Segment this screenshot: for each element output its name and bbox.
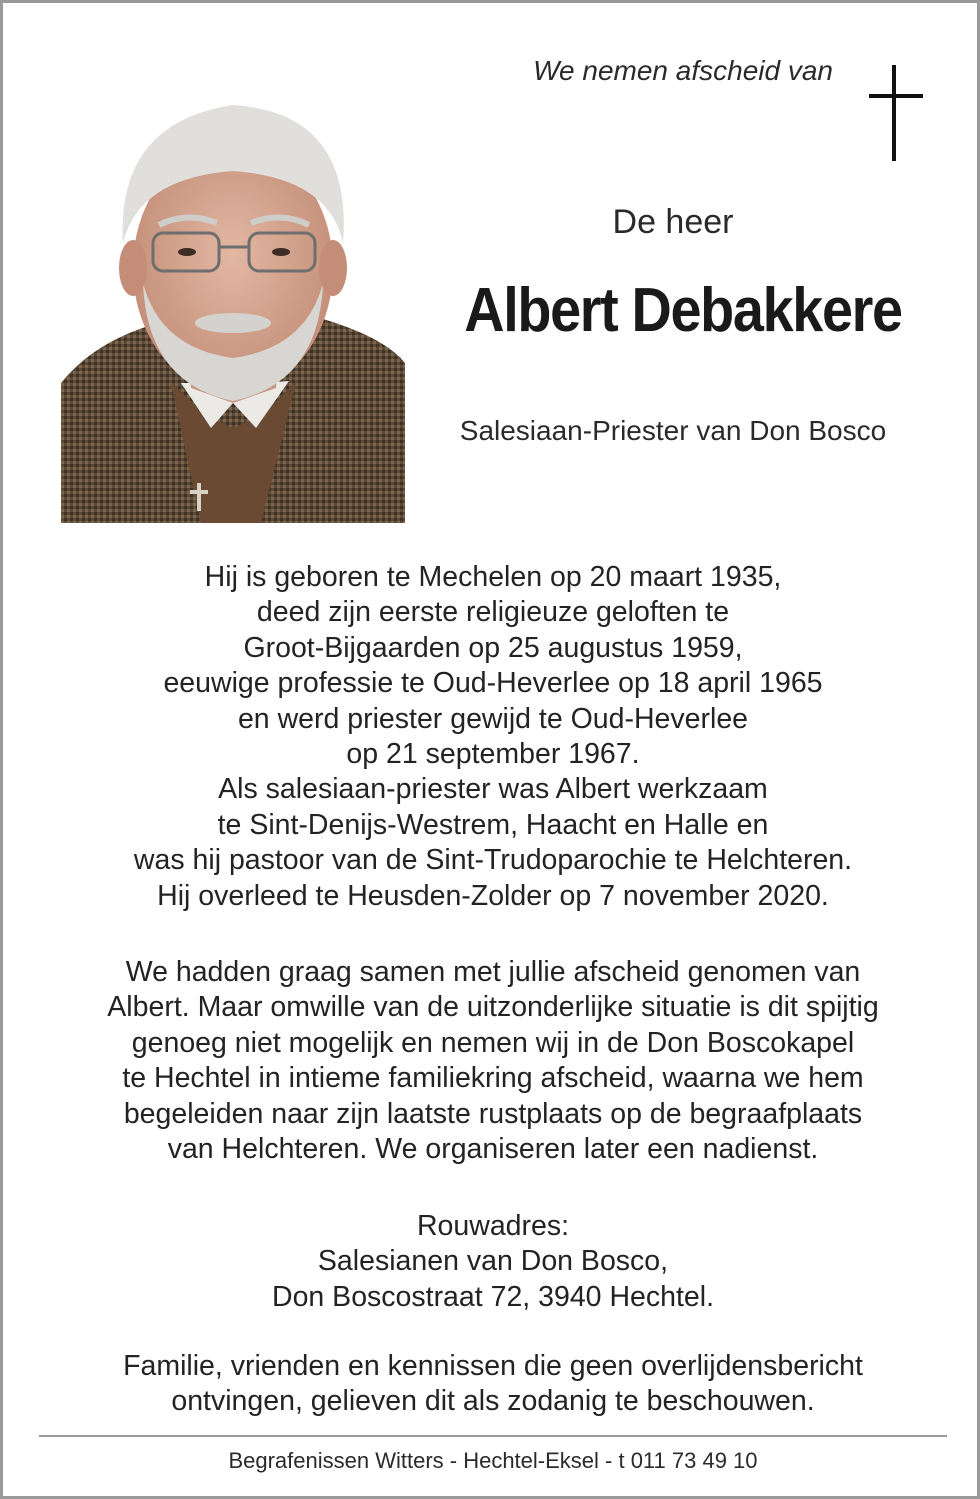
footer-funeral-home: Begrafenissen Witters - Hechtel-Eksel - t 011 73 49 10: [228, 1448, 758, 1473]
bio-line: eeuwige professie te Oud-Heverlee op 18 april 1965: [163, 667, 823, 700]
farewell-paragraph: [43, 955, 943, 1167]
notice-paragraph: [43, 1349, 943, 1420]
farewell-line: van Helchteren. We organiseren later een nadienst.: [167, 1133, 819, 1166]
bio-line: Groot-Bijgaarden op 25 augustus 1959,: [243, 631, 743, 664]
portrait-photo: [61, 83, 405, 523]
farewell-line: We hadden graag samen met jullie afscheid genomen van: [125, 956, 861, 988]
mourning-address: [43, 1209, 943, 1315]
bio-line: deed zijn eerste religieuze geloften te: [256, 596, 730, 629]
bio-line: te Sint-Denijs-Westrem, Haacht en Halle en: [217, 808, 769, 841]
bio-line: Hij is geboren te Mechelen op 20 maart 1935,: [204, 561, 782, 593]
deceased-name: Albert Debakkere: [464, 276, 902, 345]
salutation: De heer: [612, 203, 734, 241]
biography: [43, 560, 943, 914]
farewell-line: genoeg niet mogelijk en nemen wij in de Don Boscokapel: [131, 1026, 855, 1059]
farewell-line: Albert. Maar omwille van de uitzonderlijke situatie is dit spijtig: [107, 991, 879, 1024]
deceased-title: Salesiaan-Priester van Don Bosco: [459, 415, 887, 446]
bio-line: Hij overleed te Heusden-Zolder op 7 november 2020.: [157, 879, 829, 912]
address-line: Salesianen van Don Bosco,: [317, 1245, 669, 1278]
notice-line: ontvingen, gelieven dit als zodanig te beschouwen.: [171, 1385, 815, 1418]
farewell-line: begeleiden naar zijn laatste rustplaats op de begraafplaats: [123, 1097, 863, 1130]
bio-line: en werd priester gewijd te Oud-Heverlee: [237, 702, 749, 735]
cross-icon: [865, 65, 925, 163]
notice-line: Familie, vrienden en kennissen die geen overlijdensbericht: [123, 1350, 863, 1382]
bio-line: op 21 september 1967.: [346, 738, 640, 771]
intro-text: We nemen afscheid van: [533, 55, 833, 86]
bio-line: was hij pastoor van de Sint-Trudoparochie te Helchteren.: [133, 844, 853, 877]
bio-line: Als salesiaan-priester was Albert werkzaam: [218, 773, 768, 806]
footer-divider: [39, 1435, 947, 1437]
farewell-line: te Hechtel in intieme familiekring afscheid, waarna we hem: [122, 1062, 864, 1095]
address-label: Rouwadres:: [416, 1210, 570, 1242]
address-line: Don Boscostraat 72, 3940 Hechtel.: [271, 1280, 714, 1313]
